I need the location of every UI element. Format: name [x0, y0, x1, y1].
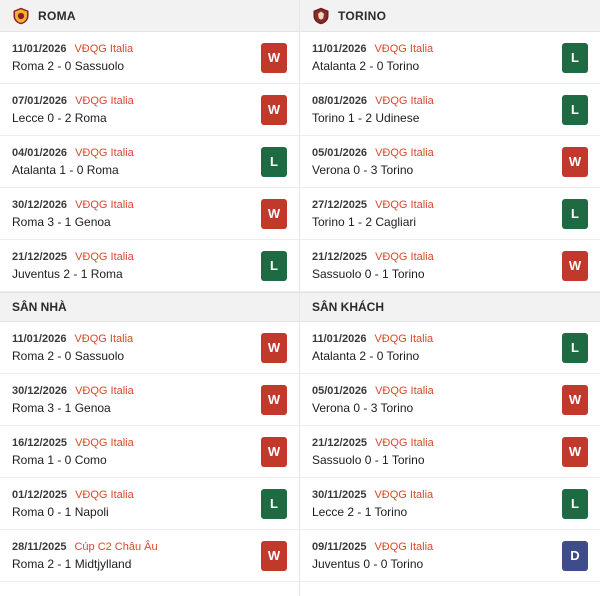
match-row[interactable]	[300, 188, 600, 240]
section-header-home-venue	[0, 292, 299, 322]
match-teams: Atalanta 2 - 0 Torino	[312, 58, 420, 73]
match-meta	[312, 43, 433, 55]
match-info	[12, 489, 134, 519]
match-row[interactable]	[0, 374, 299, 426]
match-teams: Roma 2 - 0 Sassuolo	[12, 58, 125, 73]
match-date: 05/01/2026	[312, 146, 368, 159]
match-teams: Roma 2 - 1 Midtjylland	[12, 556, 132, 571]
match-date: 11/01/2026	[12, 42, 67, 55]
match-competition: VĐQG Italia	[75, 436, 134, 449]
match-date: 27/12/2025	[312, 198, 368, 211]
match-teams: Lecce 0 - 2 Roma	[12, 110, 107, 125]
match-competition: VĐQG Italia	[74, 42, 134, 55]
match-teams: Lecce 2 - 1 Torino	[312, 504, 408, 519]
match-teams: Roma 3 - 1 Genoa	[12, 400, 111, 415]
match-meta	[312, 541, 433, 553]
match-row[interactable]	[300, 374, 600, 426]
match-competition: Cúp C2 Châu Âu	[74, 540, 158, 553]
match-date: 11/01/2026	[12, 332, 67, 345]
team-name-home: ROMA	[38, 8, 76, 23]
match-info	[312, 43, 433, 73]
result-badge: L	[261, 147, 287, 177]
match-competition: VĐQG Italia	[75, 146, 134, 159]
match-teams: Torino 1 - 2 Udinese	[312, 110, 420, 125]
match-date: 11/01/2026	[312, 42, 367, 55]
match-meta	[12, 95, 134, 107]
match-info	[12, 333, 133, 363]
match-row[interactable]	[300, 84, 600, 136]
match-competition: VĐQG Italia	[374, 540, 434, 553]
match-row[interactable]	[0, 188, 299, 240]
match-meta	[12, 199, 134, 211]
roma-crest-icon	[12, 7, 30, 25]
match-date: 08/01/2026	[312, 94, 368, 107]
match-info	[312, 437, 434, 467]
match-date: 21/12/2025	[312, 250, 368, 263]
team-header-away	[300, 0, 600, 32]
match-row[interactable]	[300, 32, 600, 84]
match-row[interactable]	[300, 240, 600, 292]
match-info	[12, 251, 134, 281]
match-date: 09/11/2025	[312, 540, 367, 553]
result-badge: L	[261, 251, 287, 281]
match-competition: VĐQG Italia	[75, 250, 134, 263]
match-meta	[12, 147, 134, 159]
section-title: SÂN NHÀ	[12, 300, 67, 314]
result-badge: W	[261, 43, 287, 73]
match-competition: VĐQG Italia	[375, 384, 434, 397]
result-badge: L	[562, 333, 588, 363]
match-date: 01/12/2025	[12, 488, 68, 501]
match-meta	[12, 437, 134, 449]
result-badge: W	[562, 437, 588, 467]
match-competition: VĐQG Italia	[374, 488, 434, 501]
match-competition: VĐQG Italia	[374, 332, 434, 345]
result-badge: L	[562, 199, 588, 229]
match-meta	[12, 489, 134, 501]
match-row[interactable]	[0, 240, 299, 292]
match-date: 21/12/2025	[12, 250, 68, 263]
team-column-away	[300, 0, 600, 596]
match-competition: VĐQG Italia	[75, 94, 134, 107]
match-teams: Atalanta 2 - 0 Torino	[312, 348, 420, 363]
match-info	[312, 199, 434, 229]
result-badge: W	[261, 199, 287, 229]
result-badge: W	[261, 333, 287, 363]
match-meta	[312, 489, 433, 501]
match-info	[12, 199, 134, 229]
match-teams: Verona 0 - 3 Torino	[312, 400, 414, 415]
match-row[interactable]	[0, 530, 299, 582]
match-date: 28/11/2025	[12, 540, 67, 553]
match-competition: VĐQG Italia	[75, 198, 134, 211]
match-meta	[312, 199, 434, 211]
match-info	[12, 95, 134, 125]
team-name-away: TORINO	[338, 8, 387, 23]
match-info	[12, 147, 134, 177]
match-teams: Roma 2 - 0 Sassuolo	[12, 348, 125, 363]
match-row[interactable]	[300, 530, 600, 582]
result-badge: W	[261, 385, 287, 415]
match-row[interactable]	[0, 322, 299, 374]
match-teams: Juventus 2 - 1 Roma	[12, 266, 123, 281]
result-badge: L	[562, 95, 588, 125]
match-meta	[312, 251, 434, 263]
match-meta	[12, 333, 133, 345]
team-header-home	[0, 0, 299, 32]
match-competition: VĐQG Italia	[375, 250, 434, 263]
match-info	[312, 147, 434, 177]
match-info	[12, 541, 158, 571]
match-info	[12, 385, 134, 415]
match-row[interactable]	[300, 478, 600, 530]
match-date: 21/12/2025	[312, 436, 368, 449]
match-row[interactable]	[0, 136, 299, 188]
match-row[interactable]	[0, 84, 299, 136]
match-date: 11/01/2026	[312, 332, 367, 345]
match-meta	[312, 95, 434, 107]
match-meta	[312, 385, 434, 397]
result-badge: D	[562, 541, 588, 571]
result-badge: L	[562, 489, 588, 519]
section-header-away-venue	[300, 292, 600, 322]
match-date: 05/01/2026	[312, 384, 368, 397]
match-meta	[312, 437, 434, 449]
match-date: 07/01/2026	[12, 94, 68, 107]
match-meta	[312, 147, 434, 159]
match-teams: Sassuolo 0 - 1 Torino	[312, 452, 425, 467]
match-competition: VĐQG Italia	[75, 384, 134, 397]
match-row[interactable]	[300, 136, 600, 188]
match-info	[312, 95, 434, 125]
match-info	[312, 251, 434, 281]
match-competition: VĐQG Italia	[74, 332, 134, 345]
match-competition: VĐQG Italia	[375, 436, 434, 449]
match-info	[12, 43, 133, 73]
result-badge: L	[261, 489, 287, 519]
match-teams: Verona 0 - 3 Torino	[312, 162, 414, 177]
match-meta	[12, 385, 134, 397]
match-teams: Torino 1 - 2 Cagliari	[312, 214, 417, 229]
match-competition: VĐQG Italia	[75, 488, 134, 501]
result-badge: L	[562, 43, 588, 73]
match-meta	[12, 541, 158, 553]
match-teams: Atalanta 1 - 0 Roma	[12, 162, 119, 177]
match-competition: VĐQG Italia	[375, 146, 434, 159]
match-teams: Roma 0 - 1 Napoli	[12, 504, 109, 519]
match-competition: VĐQG Italia	[375, 198, 434, 211]
match-date: 16/12/2025	[12, 436, 68, 449]
match-meta	[312, 333, 433, 345]
match-date: 30/11/2025	[312, 488, 367, 501]
torino-crest-icon	[312, 7, 330, 25]
match-competition: VĐQG Italia	[375, 94, 434, 107]
match-info	[312, 385, 434, 415]
match-teams: Roma 3 - 1 Genoa	[12, 214, 111, 229]
match-row[interactable]	[300, 426, 600, 478]
result-badge: W	[261, 541, 287, 571]
match-info	[12, 437, 134, 467]
match-meta	[12, 43, 133, 55]
match-info	[312, 541, 433, 571]
result-badge: W	[562, 147, 588, 177]
match-teams: Roma 1 - 0 Como	[12, 452, 107, 467]
match-row[interactable]	[0, 32, 299, 84]
match-date: 04/01/2026	[12, 146, 68, 159]
match-info	[312, 333, 433, 363]
match-info	[312, 489, 433, 519]
result-badge: W	[562, 385, 588, 415]
match-teams: Sassuolo 0 - 1 Torino	[312, 266, 425, 281]
result-badge: W	[261, 95, 287, 125]
result-badge: W	[562, 251, 588, 281]
match-competition: VĐQG Italia	[374, 42, 434, 55]
match-date: 30/12/2026	[12, 198, 68, 211]
match-row[interactable]	[0, 426, 299, 478]
section-title: SÂN KHÁCH	[312, 300, 384, 314]
match-row[interactable]	[0, 478, 299, 530]
match-meta	[12, 251, 134, 263]
result-badge: W	[261, 437, 287, 467]
match-teams: Juventus 0 - 0 Torino	[312, 556, 424, 571]
match-date: 30/12/2026	[12, 384, 68, 397]
match-row[interactable]	[300, 322, 600, 374]
